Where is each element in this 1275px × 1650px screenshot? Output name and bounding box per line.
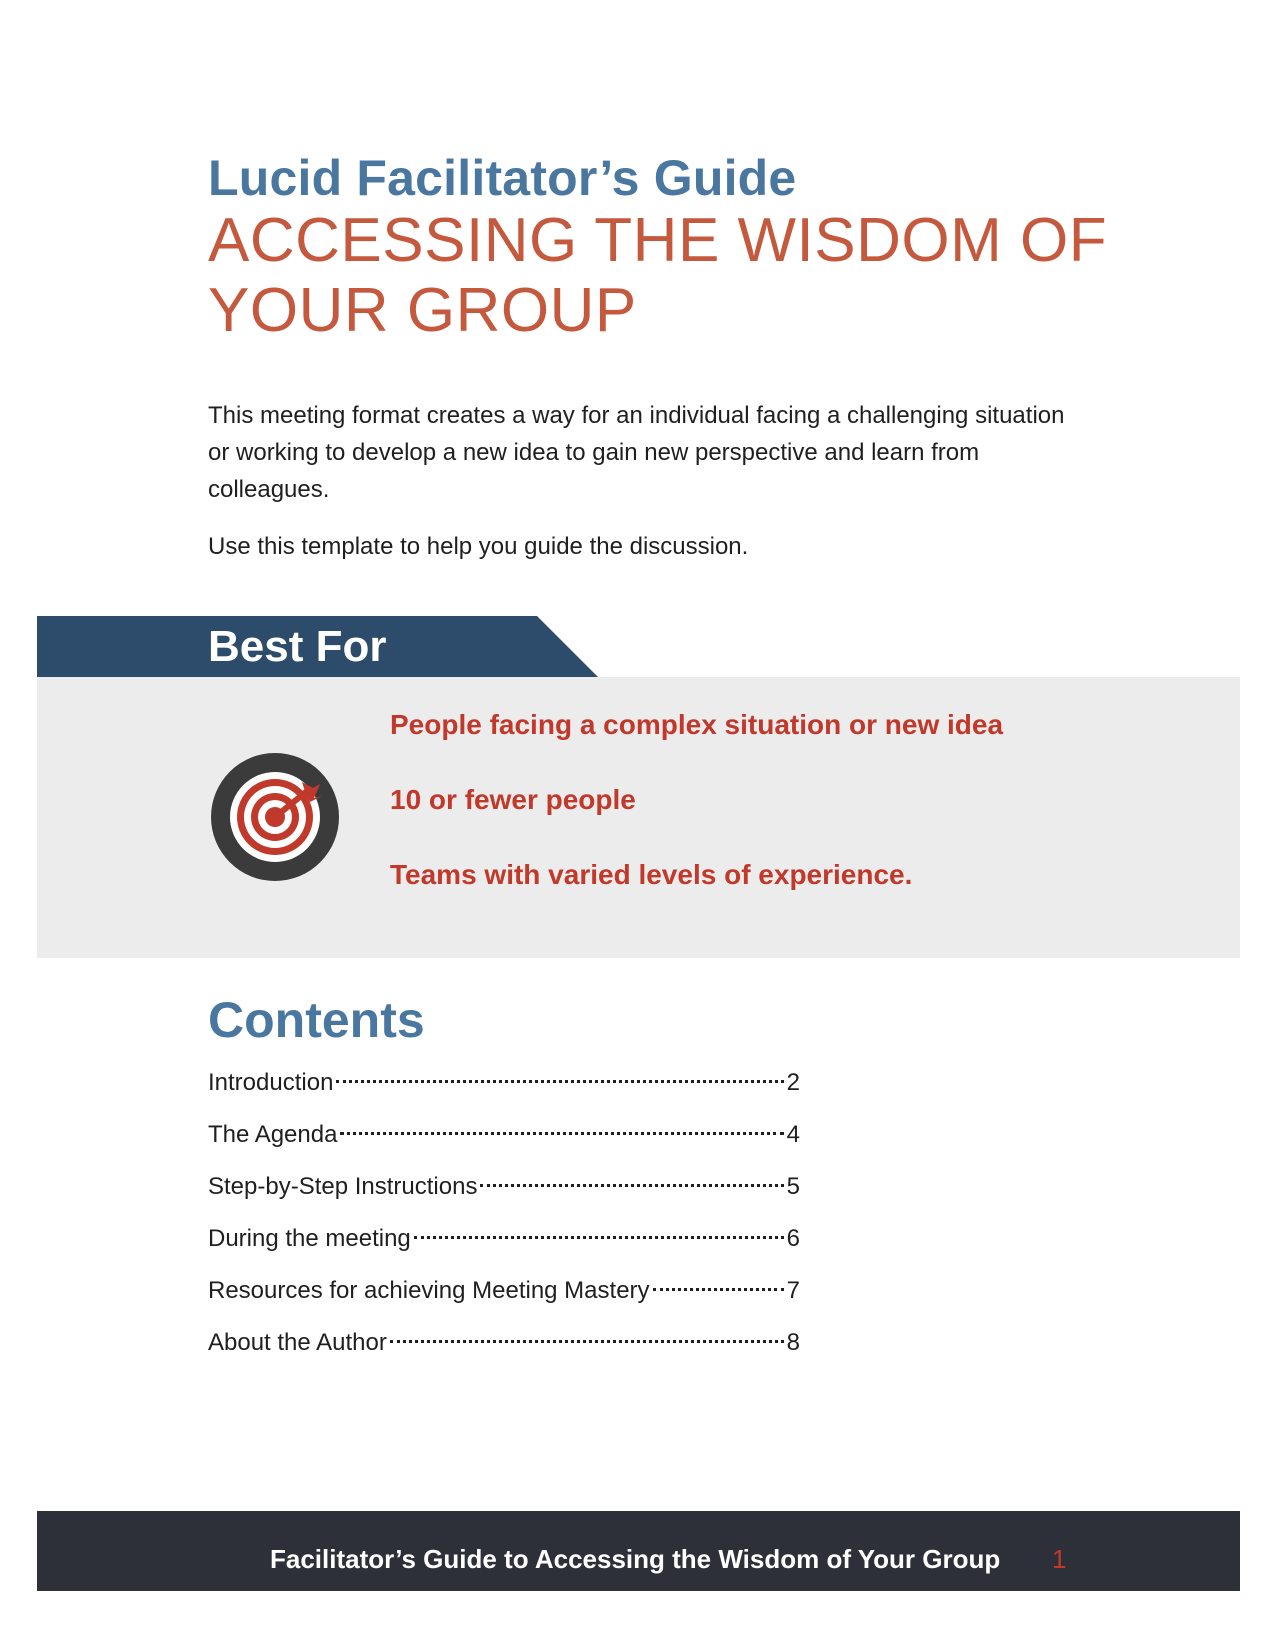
intro-paragraph: This meeting format creates a way for an individual facing a challenging situation or working to develop a new idea to gain new perspective and learn from colleagues. [208, 402, 1065, 503]
toc-entry-label: Resources for achieving Meeting Mastery [208, 1277, 650, 1304]
document-header [208, 150, 1108, 346]
best-for-heading: Best For [208, 622, 387, 671]
toc-entry-step-by-step[interactable] [208, 1167, 800, 1219]
toc-entry-label: The Agenda [208, 1121, 338, 1148]
toc-dot-leader [336, 1080, 783, 1083]
toc-entry-page: 4 [786, 1121, 800, 1148]
toc-entry-the-agenda[interactable] [208, 1115, 800, 1167]
toc-entry-label: Step-by-Step Instructions [208, 1173, 478, 1200]
toc-dot-leader [480, 1184, 783, 1187]
document-title-line-1: ACCESSING THE WISDOM OF [208, 206, 1108, 275]
document-title-line-2: YOUR GROUP [208, 276, 637, 345]
table-of-contents [208, 1063, 800, 1375]
toc-dot-leader [340, 1132, 783, 1135]
toc-entry-about-the-author[interactable] [208, 1323, 800, 1375]
document-kicker: Lucid Facilitator’s Guide [208, 150, 797, 206]
toc-entry-label: Introduction [208, 1069, 334, 1096]
toc-entry-resources[interactable] [208, 1271, 800, 1323]
toc-entry-page: 6 [786, 1225, 800, 1252]
best-for-item: People facing a complex situation or new idea [390, 709, 1004, 740]
best-for-list [390, 704, 1010, 929]
toc-entry-introduction[interactable] [208, 1063, 800, 1115]
target-icon [210, 752, 340, 882]
intro-instruction: Use this template to help you guide the discussion. [208, 533, 749, 560]
toc-entry-page: 5 [786, 1173, 800, 1200]
toc-entry-during-the-meeting[interactable] [208, 1219, 800, 1271]
footer-page-number: 1 [1052, 1544, 1067, 1574]
best-for-item: 10 or fewer people [390, 784, 636, 815]
document-title [208, 206, 1108, 346]
toc-entry-page: 7 [786, 1277, 800, 1304]
toc-entry-label: During the meeting [208, 1225, 411, 1252]
toc-dot-leader [414, 1236, 784, 1239]
footer-title: Facilitator’s Guide to Accessing the Wisdom of Your Group [270, 1544, 1001, 1574]
toc-dot-leader [390, 1340, 784, 1343]
best-for-item: Teams with varied levels of experience. [390, 859, 913, 890]
intro-section [208, 397, 1068, 565]
contents-heading: Contents [208, 992, 425, 1048]
toc-entry-page: 8 [786, 1329, 800, 1356]
toc-entry-page: 2 [786, 1069, 800, 1096]
toc-dot-leader [653, 1288, 784, 1291]
toc-entry-label: About the Author [208, 1329, 387, 1356]
